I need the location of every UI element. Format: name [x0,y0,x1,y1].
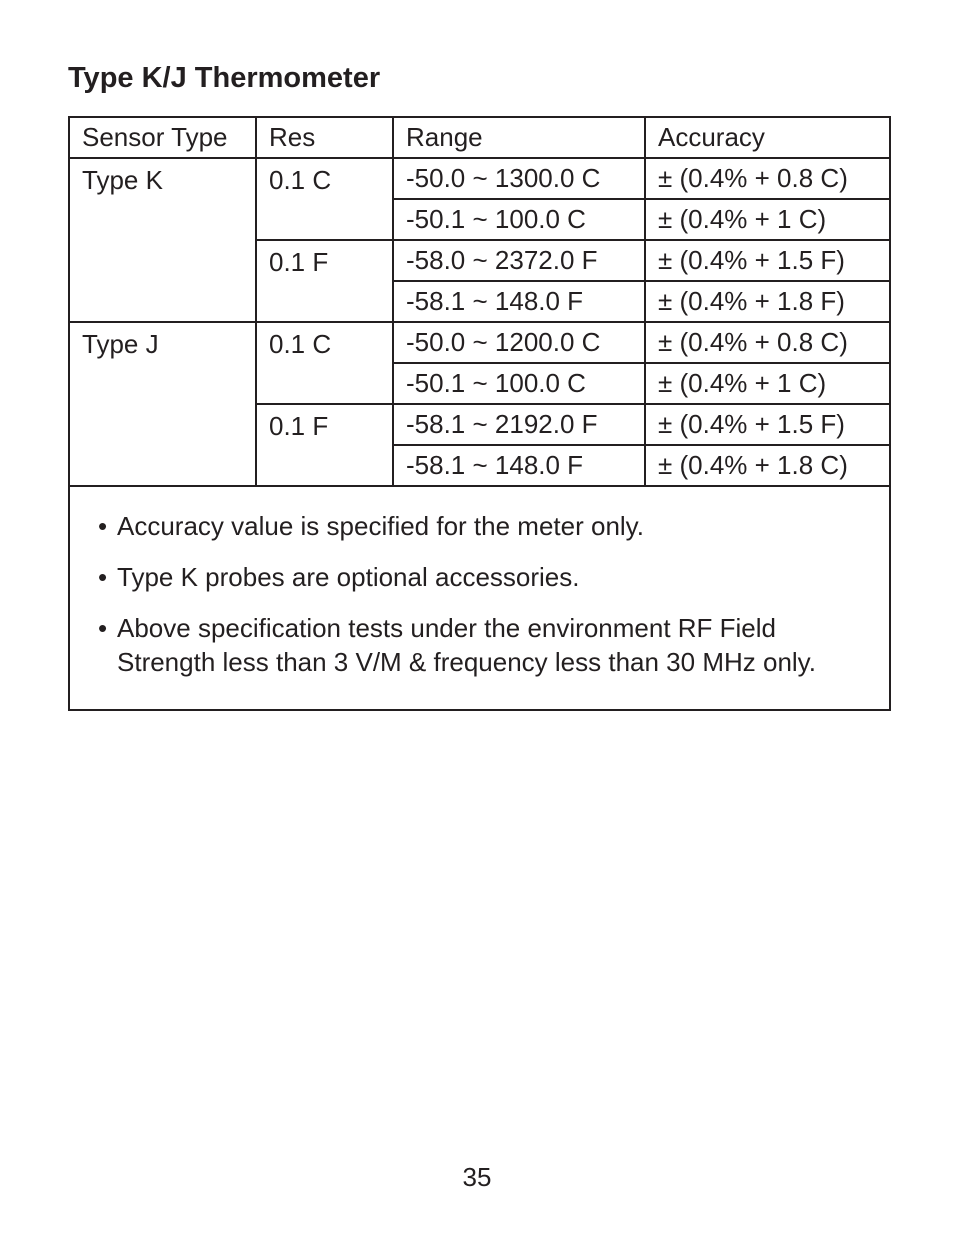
list-item [98,611,871,679]
table-row [69,158,890,199]
notes-row [69,486,890,710]
range-cell: -58.0 ~ 2372.0 F [393,240,645,281]
range-cell: -50.0 ~ 1200.0 C [393,322,645,363]
accuracy-cell: ± (0.4% + 0.8 C) [645,322,890,363]
header-accuracy: Accuracy [645,117,890,158]
range-cell: -58.1 ~ 148.0 F [393,281,645,322]
table-row [69,322,890,363]
section-title: Type K/J Thermometer [68,62,381,94]
thermometer-spec-table [68,116,891,711]
range-cell: -58.1 ~ 2192.0 F [393,404,645,445]
accuracy-cell: ± (0.4% + 1.5 F) [645,240,890,281]
accuracy-cell: ± (0.4% + 1 C) [645,199,890,240]
header-res: Res [256,117,393,158]
accuracy-cell: ± (0.4% + 1.5 F) [645,404,890,445]
sensor-type-j: Type J [69,322,256,486]
range-cell: -50.1 ~ 100.0 C [393,199,645,240]
header-range: Range [393,117,645,158]
range-cell: -58.1 ~ 148.0 F [393,445,645,486]
sensor-type-k: Type K [69,158,256,322]
range-cell: -50.1 ~ 100.0 C [393,363,645,404]
bullet-icon: • [98,613,108,643]
res-cell: 0.1 F [256,240,393,322]
res-cell: 0.1 C [256,158,393,240]
note-text: Accuracy value is specified for the meter only. [117,511,644,541]
list-item [98,560,871,594]
accuracy-cell: ± (0.4% + 1.8 C) [645,445,890,486]
notes-cell [69,486,890,710]
res-cell: 0.1 C [256,322,393,404]
page-number: 35 [462,1162,492,1192]
note-text: Above specification tests under the environment RF Field Strength less than 3 V/M & frequency less than 30 MHz only. [117,613,816,677]
bullet-icon: • [98,562,108,592]
list-item [98,509,871,543]
note-text: Type K probes are optional accessories. [117,562,580,592]
res-cell: 0.1 F [256,404,393,486]
accuracy-cell: ± (0.4% + 1 C) [645,363,890,404]
notes-list [98,509,871,679]
range-cell: -50.0 ~ 1300.0 C [393,158,645,199]
bullet-icon: • [98,511,108,541]
header-sensor-type: Sensor Type [69,117,256,158]
accuracy-cell: ± (0.4% + 0.8 C) [645,158,890,199]
accuracy-cell: ± (0.4% + 1.8 F) [645,281,890,322]
table-header-row [69,117,890,158]
